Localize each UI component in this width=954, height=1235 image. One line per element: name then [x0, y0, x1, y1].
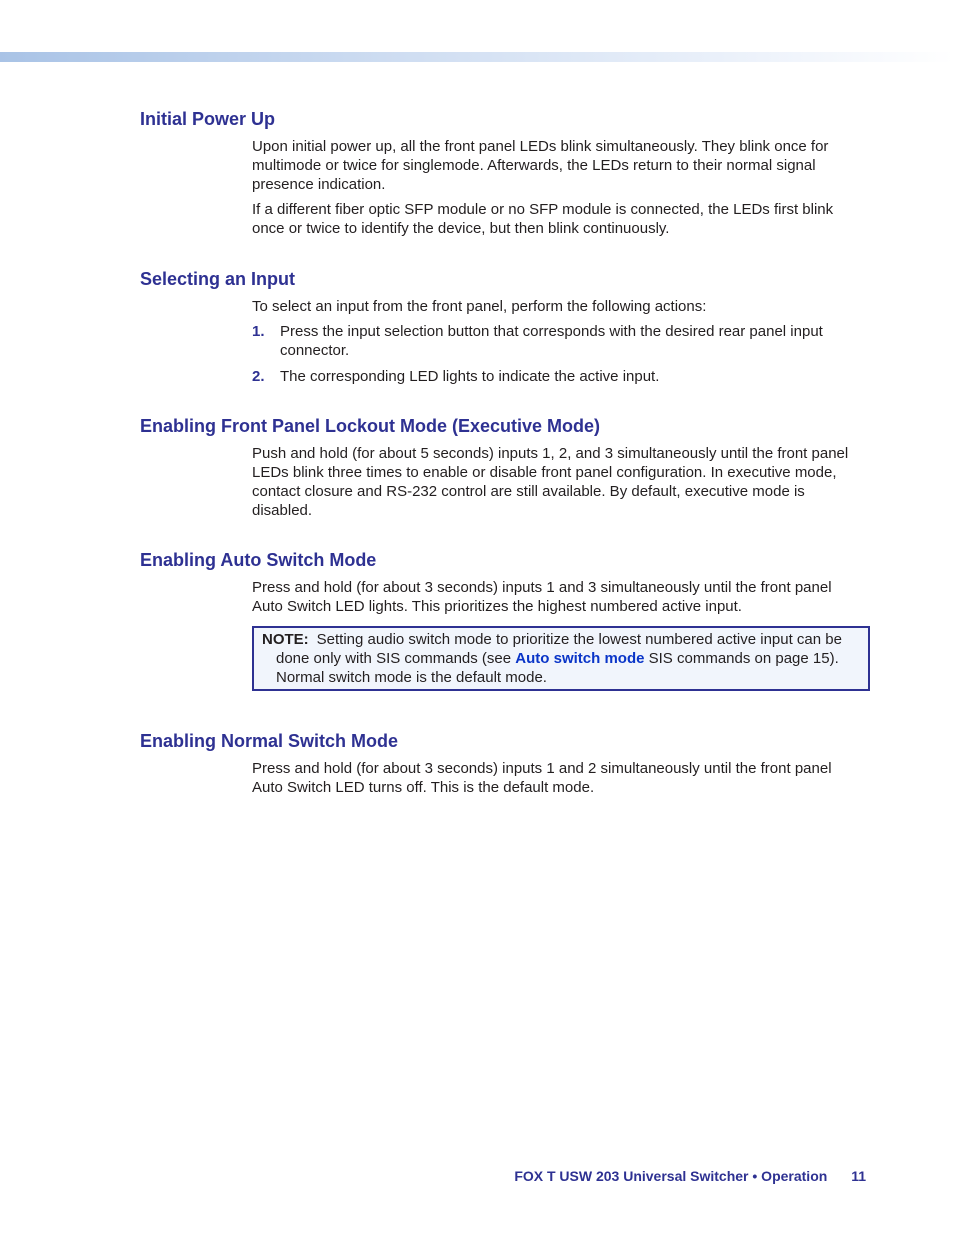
paragraph: Push and hold (for about 5 seconds) inputs 1, 2, and 3 simultaneously until the front panel LEDs blink three times to enable or disable front panel configuration. In executive mode, contact closure and RS-232 control are still available. By default, executive mode is disabled.: [252, 445, 849, 519]
paragraph: To select an input from the front panel, perform the following actions:: [252, 298, 707, 315]
section-auto-switch-mode: [140, 549, 870, 691]
step-number: 1.: [252, 323, 265, 340]
note-text-after: SIS commands on page 15). Normal switch mode is the default mode.: [276, 650, 839, 686]
list-item: [252, 367, 862, 386]
page-number: 11: [851, 1168, 866, 1184]
section-executive-mode: [140, 415, 870, 526]
paragraph: Press and hold (for about 3 seconds) inputs 1 and 3 simultaneously until the front panel Auto Switch LED lights. This prioritizes the highest numbered active input.: [252, 579, 832, 615]
section-initial-power-up: [140, 108, 870, 244]
step-text: Press the input selection button that corresponds with the desired rear panel input connector.: [280, 323, 823, 359]
step-number: 2.: [252, 368, 265, 385]
section-selecting-input: [140, 268, 870, 393]
note-label: NOTE:: [262, 631, 309, 648]
header-gradient-bar: [0, 52, 954, 62]
note-box: [252, 626, 870, 691]
section-body: [252, 137, 862, 238]
section-body: [252, 444, 862, 520]
list-item: [252, 322, 862, 360]
step-text: The corresponding LED lights to indicate the active input.: [280, 368, 660, 385]
paragraph: Press and hold (for about 3 seconds) inputs 1 and 2 simultaneously until the front panel Auto Switch LED turns off. This is the default mode.: [252, 760, 832, 796]
paragraph: Upon initial power up, all the front panel LEDs blink simultaneously. They blink once for multimode or twice for singlemode. Afterwards, the LEDs return to their normal signal presence indication.: [252, 138, 829, 193]
section-heading: Initial Power Up: [140, 109, 276, 129]
footer-title: FOX T USW 203 Universal Switcher • Operation: [514, 1168, 828, 1184]
section-body: [252, 759, 862, 797]
section-heading: Enabling Normal Switch Mode: [140, 731, 399, 751]
paragraph: If a different fiber optic SFP module or no SFP module is connected, the LEDs first blink once or twice to identify the device, but then blink continuously.: [252, 201, 834, 237]
note-text: [262, 630, 861, 687]
section-normal-switch-mode: [140, 730, 870, 803]
section-body: [252, 297, 862, 386]
section-body: [252, 578, 862, 616]
section-heading: Enabling Front Panel Lockout Mode (Executive Mode): [140, 416, 601, 436]
auto-switch-mode-link[interactable]: Auto switch mode: [515, 650, 645, 667]
page-footer: [514, 1168, 866, 1184]
note-text-before: Setting audio switch mode to prioritize the lowest numbered active input can be done only with SIS commands (see: [276, 631, 842, 667]
section-heading: Selecting an Input: [140, 269, 296, 289]
section-heading: Enabling Auto Switch Mode: [140, 550, 377, 570]
